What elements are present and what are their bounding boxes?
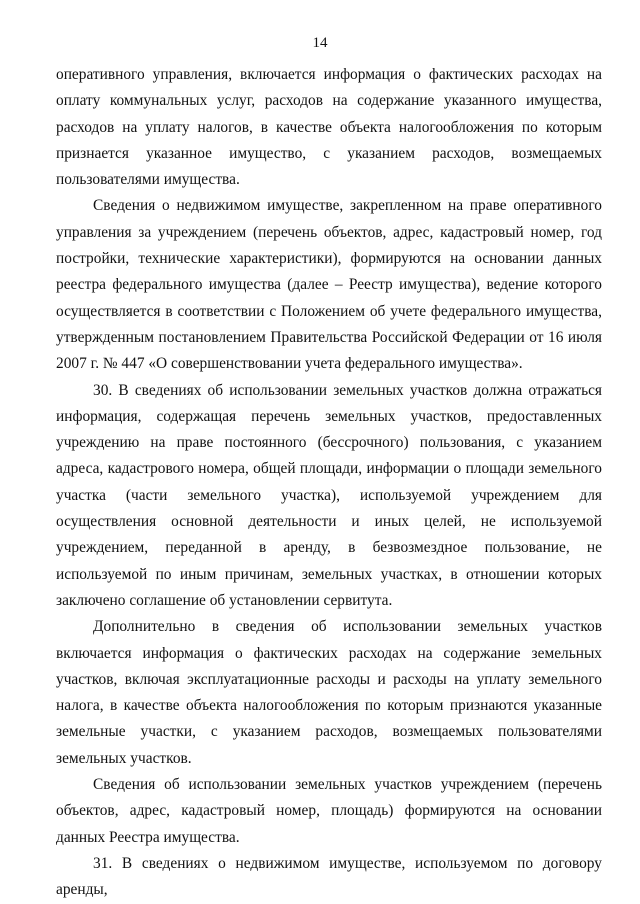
paragraph-land-use-registry: Сведения об использовании земельных участков учреждением (перечень объектов, адрес, кадастровый номер, площадь) формируются на основании данных Реестра имущества. (56, 776, 602, 846)
paragraph-real-estate-info: Сведения о недвижимом имуществе, закрепленном на праве оперативного управления за учреждением (перечень объектов, адрес, кадастровый номер, год постройки, технические характеристики), формируются на основании данных реестра федерального имущества (далее – Реестр имущества), ведение которого осуществляется в соответствии с Положением об учете федерального имущества, утвержденным постановлением Правительства Российской Федерации от 16 июля 2007 г. № 447 «О совершенствовании учета федерального имущества». (56, 197, 602, 373)
page-number: 14 (312, 35, 328, 51)
paragraph-additional-land-info: Дополнительно в сведения об использовании земельных участков включается информация о фактических расходах на содержание земельных участков, включая эксплуатационные расходы и расходы на уплату земельного налога, в качестве объекта налогообложения по которым признаются указанные земельные участки, с указанием расходов, возмещаемых пользователями земельных участков. (56, 618, 602, 767)
document-body (56, 62, 602, 904)
paragraph-item-31: 31. В сведениях о недвижимом имуществе, используемом по договору аренды, (56, 854, 602, 899)
paragraph-item-30: 30. В сведениях об использовании земельных участков должна отражаться информация, содержащая перечень земельных участков, предоставленных учреждению на праве постоянного (бессрочного) пользования, с указанием адреса, кадастрового номера, общей площади, информации о площади земельного участка (части земельного участка), используемой учреждением для осуществления основной деятельности и иных целей, не используемой учреждением, переданной в аренду, в безвозмездное пользование, не используемой по иным причинам, земельных участках, в отношении которых заключено соглашение об установлении сервитута. (56, 381, 602, 609)
paragraph-continuation: оперативного управления, включается информация о фактических расходах на оплату коммунальных услуг, расходов на содержание указанного имущества, расходов на уплату налогов, в качестве объекта налогообложения по которым признается указанное имущество, с указанием расходов, возмещаемых пользователями имущества. (56, 66, 602, 189)
